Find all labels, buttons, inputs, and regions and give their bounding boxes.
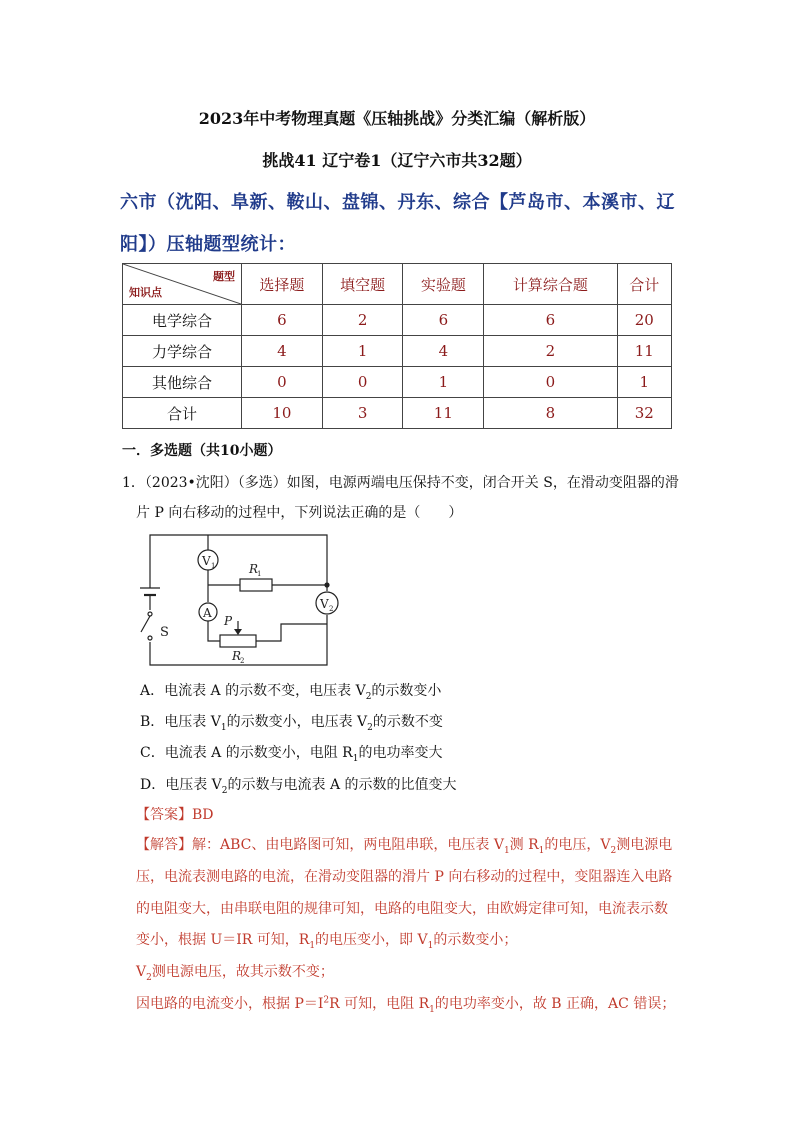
table-cell: 11 — [617, 336, 671, 367]
table-header: 计算综合题 — [484, 264, 617, 305]
table-cell: 4 — [242, 336, 323, 367]
solution-line: 的电阻变大，由串联电阻的规律可知，电路的电阻变大，由欧姆定律可知，电流表示数 — [136, 901, 668, 917]
solution-line: $V_2$测电源电压，故其示数不变； — [136, 964, 334, 983]
option-b[interactable]: B．电压表 $V_1$的示数变小，电压表 $V_2$的示数不变 — [140, 714, 443, 733]
question-stem-line-2: 片 P 向右移动的过程中，下列说法正确的是（ ） — [136, 505, 463, 521]
table-cell: 11 — [403, 398, 484, 429]
option-c[interactable]: C．电流表 A 的示数变小，电阻 $R_1$的电功率变大 — [140, 745, 443, 764]
table-cell: 2 — [322, 305, 403, 336]
switch-label: S — [160, 625, 169, 640]
table-cell: 1 — [403, 367, 484, 398]
table-row — [123, 367, 672, 398]
switch-blade-icon — [141, 616, 150, 632]
section-heading: 一．多选题（共10小题） — [122, 443, 282, 459]
statistics-table — [122, 263, 672, 429]
table-cell: 1 — [617, 367, 671, 398]
solution-line: 变小，根据 U＝IR 可知，$R_1$的电压变小，即 $V_1$的示数变小； — [136, 932, 518, 951]
circuit-diagram — [136, 528, 356, 670]
table-header: 合计 — [617, 264, 671, 305]
table-header-row — [123, 264, 672, 305]
resistor-r1-label: R — [249, 562, 259, 576]
intro-line-1: 六市（沈阳、阜新、鞍山、盘锦、丹东、综合【芦岛市、本溪市、辽 — [120, 192, 675, 213]
table-corner-cell — [123, 264, 242, 305]
table-cell: 4 — [403, 336, 484, 367]
table-cell: 6 — [484, 305, 617, 336]
table-cell: 3 — [322, 398, 403, 429]
table-cell: 6 — [403, 305, 484, 336]
circuit-wire — [256, 624, 327, 641]
row-label: 其他综合 — [123, 367, 242, 398]
table-cell: 0 — [322, 367, 403, 398]
row-label: 电学综合 — [123, 305, 242, 336]
table-cell: 32 — [617, 398, 671, 429]
voltmeter-v1-subscript: 1 — [211, 562, 216, 570]
voltmeter-v1-label: V — [202, 554, 211, 568]
rheostat-r2-subscript: 2 — [240, 657, 245, 665]
rheostat-r2-label: R — [232, 649, 242, 663]
circuit-wire — [208, 621, 220, 641]
voltmeter-v2-subscript: 2 — [329, 605, 334, 613]
corner-top-label: 题型 — [213, 270, 235, 283]
question-stem-line-1: 1．（2023•沈阳）（多选）如图，电源两端电压保持不变，闭合开关 S，在滑动变阻器的滑 — [122, 475, 679, 491]
corner-bottom-label: 知识点 — [129, 286, 162, 299]
table-cell: 1 — [322, 336, 403, 367]
table-cell: 6 — [242, 305, 323, 336]
table-cell: 10 — [242, 398, 323, 429]
slider-p-label: P — [224, 614, 233, 628]
option-d[interactable]: D．电压表 $V_2$的示数与电流表 A 的示数的比值变大 — [140, 777, 457, 796]
table-row — [123, 398, 672, 429]
rheostat-r2-icon — [220, 635, 256, 647]
ammeter-label: A — [203, 606, 212, 620]
solution-line: 压，电流表测电路的电流，在滑动变阻器的滑片 P 向右移动的过程中，变阻器连入电路 — [136, 869, 673, 885]
junction-dot — [325, 583, 329, 587]
option-a[interactable]: A．电流表 A 的示数不变，电压表 $V_2$的示数变小 — [140, 683, 442, 702]
table-cell: 0 — [242, 367, 323, 398]
table-row — [123, 305, 672, 336]
table-header: 填空题 — [322, 264, 403, 305]
solution-line: 【解答】解：ABC、由电路图可知，两电阻串联，电压表 $V_1$测 $R_1$的电压，$V_2$测电源电 — [136, 837, 673, 856]
resistor-r1-subscript: 1 — [257, 570, 262, 578]
document-title: 2023年中考物理真题《压轴挑战》分类汇编（解析版） — [198, 109, 596, 128]
row-label: 力学综合 — [123, 336, 242, 367]
slider-arrowhead — [234, 629, 242, 635]
answer-line: 【答案】BD — [136, 807, 214, 823]
document-subtitle: 挑战41 辽宁卷1（辽宁六市共32题） — [262, 151, 532, 170]
intro-line-2: 阳】）压轴题型统计： — [120, 234, 296, 255]
table-cell: 8 — [484, 398, 617, 429]
circuit-wire — [150, 535, 327, 591]
voltmeter-v2-label: V — [320, 597, 329, 611]
table-cell: 0 — [484, 367, 617, 398]
switch-contact — [148, 636, 152, 640]
switch-contact — [148, 612, 152, 616]
table-header: 选择题 — [242, 264, 323, 305]
resistor-r1-icon — [240, 579, 272, 591]
row-label: 合计 — [123, 398, 242, 429]
solution-line: 因电路的电流变小，根据 $P=I^2R$ 可知，电阻 $R_1$的电功率变小，故 B 正确，AC 错误； — [136, 995, 676, 1015]
table-cell: 2 — [484, 336, 617, 367]
table-header: 实验题 — [403, 264, 484, 305]
table-cell: 20 — [617, 305, 671, 336]
table-row — [123, 336, 672, 367]
